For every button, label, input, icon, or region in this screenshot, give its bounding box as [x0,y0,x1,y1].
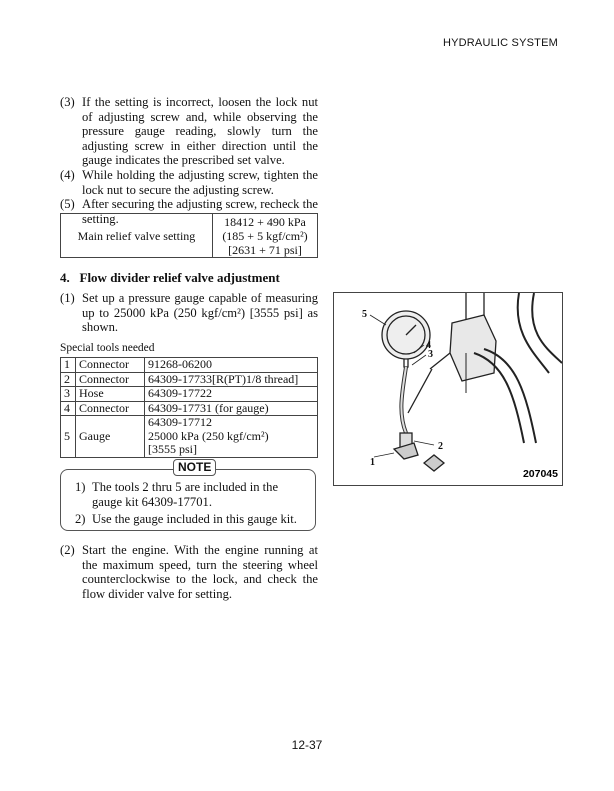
figure-id: 207045 [522,468,558,480]
cell: 64309-17731 (for gauge) [145,401,318,416]
cell: 4 [61,401,76,416]
step-number: (2) [60,543,75,557]
note-text: The tools 2 thru 5 are included in the gauge kit 64309-17701. [92,480,279,509]
relief-setting-table [60,213,318,258]
cell: Connector [76,401,145,416]
cell [145,416,318,458]
cell: Hose [76,387,145,402]
tools-table [60,357,318,458]
step-number: (3) [60,95,75,109]
note-label: NOTE [173,459,216,476]
callout-2: 2 [438,441,443,452]
step-text: After securing the adjusting screw, recheck the setting. [82,197,318,226]
running-header: HYDRAULIC SYSTEM [442,37,558,49]
value-psi: [2631 + 71 psi] [228,242,302,257]
step-text: Start the engine. With the engine running at the maximum speed, turn the steering wheel counterclockwise to the lock, and check the flow divider valve for setting. [82,543,318,601]
step-text: While holding the adjusting screw, tighten the lock nut to secure the adjusting screw. [82,167,318,197]
part-line: 25000 kPa (250 kgf/cm²) [148,428,269,443]
note-text: Use the gauge included in this gauge kit. [92,512,297,527]
cell: 64309-17733[R(PT)1/8 thread] [145,372,318,387]
cell: 1 [61,358,76,373]
cell: 64309-17722 [145,387,318,402]
table-row [61,401,318,416]
valve-body-icon [450,315,496,381]
callout-1: 1 [370,457,375,468]
steps-continued [60,95,318,226]
table-row [61,416,318,458]
section-heading: 4. Flow divider relief valve adjustment [60,270,280,285]
page-number: 12-37 [291,738,323,752]
step-4 [60,168,318,197]
tools-caption: Special tools needed [60,342,155,354]
cell: Connector [76,372,145,387]
note-number: 2) [75,512,86,527]
cell: 3 [61,387,76,402]
cell: 5 [61,416,76,458]
note-items [75,480,307,527]
step-number: (4) [60,167,75,182]
note-item [75,480,307,509]
step-text: Set up a pressure gauge capable of measuring up to 25000 kPa (250 kgf/cm²) [3555 psi] as shown. [82,291,318,335]
step-text: If the setting is incorrect, loosen the lock nut of adjusting screw and, while observing the pressure gauge reading, slowly turn the adjusting screw in either direction until the gauge indicates the prescribed set valve. [82,95,318,168]
cell: 2 [61,372,76,387]
cell: Gauge [76,416,145,458]
step-3 [60,95,318,168]
callout-3: 3 [428,349,433,360]
part-line: 64309-17712 [148,415,212,429]
value-kpa: 18412 + 490 kPa [224,214,306,229]
callout-4: 4 [426,340,431,351]
cell: 91268-06200 [145,358,318,373]
part-line: [3555 psi] [148,442,197,456]
note-box [60,469,316,531]
table-row [61,358,318,373]
cell: Connector [76,358,145,373]
step-1 [60,291,318,335]
step-number: (1) [60,291,75,305]
gauge-setup-figure [333,292,563,486]
note-item [75,512,307,527]
table-row [61,372,318,387]
gauge-illustration [334,293,562,485]
relief-value [213,214,318,258]
value-kgf: (185 + 5 kgf/cm²) [222,228,308,243]
step-2 [60,543,318,601]
step-number: (5) [60,197,75,212]
callout-5: 5 [362,309,367,320]
relief-label: Main relief valve setting [61,214,213,258]
note-number: 1) [75,480,86,494]
table-row [61,387,318,402]
